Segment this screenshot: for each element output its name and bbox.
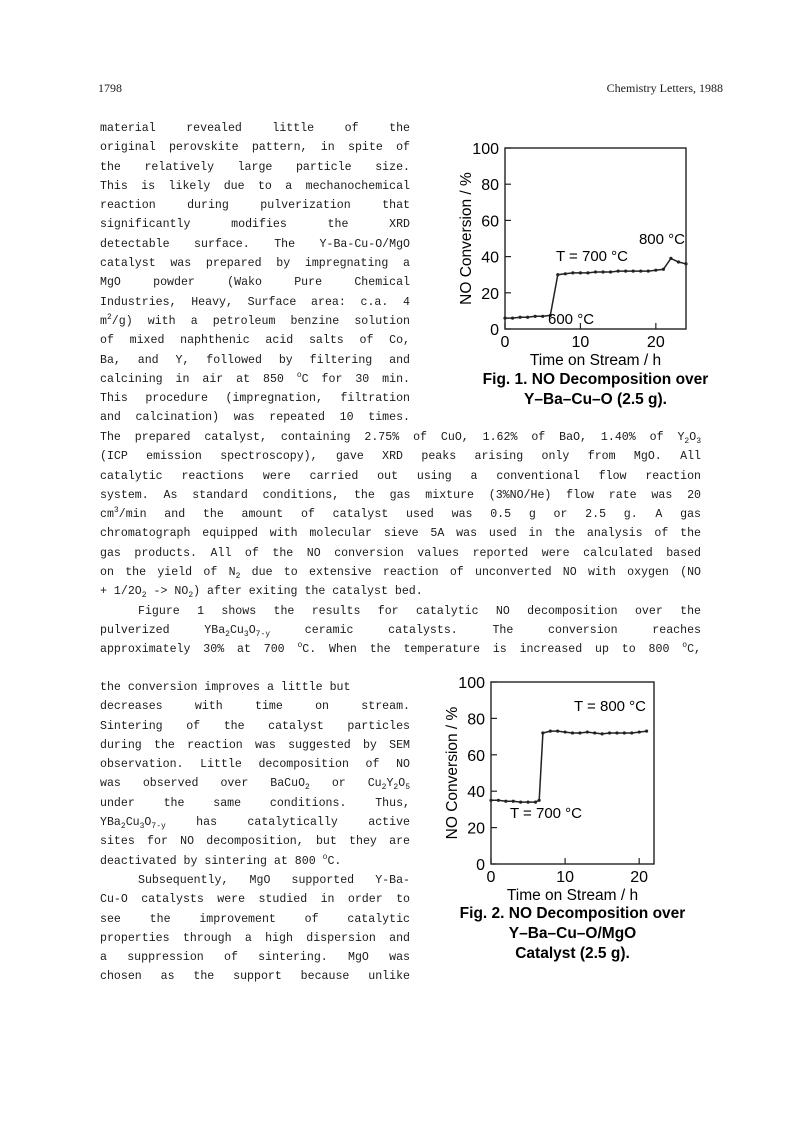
data-point — [571, 731, 574, 734]
data-point — [645, 730, 648, 733]
y-tick-label: 80 — [467, 711, 485, 729]
data-point — [608, 731, 611, 734]
y-tick-label: 20 — [481, 285, 499, 303]
column-text-top — [100, 119, 410, 428]
data-point — [563, 730, 566, 733]
annotation-label: T = 700 °C — [510, 805, 583, 822]
data-point — [556, 730, 559, 733]
figure-1-chart — [430, 130, 730, 420]
text-line: under the same conditions. Thus, — [100, 796, 410, 810]
text-line: the relatively large particle size. — [100, 160, 410, 174]
data-point — [609, 270, 612, 273]
text-line: Sintering of the catalyst particles — [100, 719, 410, 733]
text-line: gas products. All of the NO conversion values reported were calculated based — [100, 546, 701, 560]
text-line: Ba, and Y, followed by filtering and — [100, 353, 410, 367]
data-point — [669, 257, 672, 260]
data-point — [586, 730, 589, 733]
y-tick-label: 20 — [467, 820, 485, 838]
y-tick-label: 60 — [467, 747, 485, 765]
text-line: This is likely due to a mechanochemical — [100, 179, 410, 193]
data-point — [564, 272, 567, 275]
data-point — [571, 271, 574, 274]
data-point — [662, 268, 665, 271]
data-point — [654, 269, 657, 272]
x-tick-label: 10 — [556, 869, 574, 886]
x-tick-label: 0 — [486, 869, 496, 886]
figure-caption: Y–Ba–Cu–O (2.5 g). — [524, 391, 667, 408]
data-point — [556, 273, 559, 276]
text-line: calcining in air at 850 $^o$C for 30 min. — [100, 370, 410, 386]
data-point — [497, 799, 500, 802]
data-point — [541, 315, 544, 318]
text-line: during the reaction was suggested by SEM — [100, 738, 410, 752]
figure-2 — [430, 670, 730, 975]
figure-caption: Catalyst (2.5 g). — [515, 945, 630, 962]
data-point — [684, 262, 687, 265]
data-point — [615, 731, 618, 734]
series-line — [491, 731, 647, 802]
text-line: Cu-O catalysts were studied in order to — [100, 893, 410, 907]
text-line: significantly modifies the XRD — [100, 218, 410, 232]
y-tick-label: 100 — [458, 675, 485, 692]
x-tick-label: 20 — [630, 869, 649, 886]
data-point — [549, 730, 552, 733]
text-line: $m^2/g$) with a petroleum benzine solution — [100, 312, 410, 328]
text-line: reaction during pulverization that — [100, 199, 410, 213]
data-point — [586, 271, 589, 274]
data-point — [519, 801, 522, 804]
x-axis-label: Time on Stream / h — [529, 352, 662, 369]
y-tick-label: 0 — [490, 322, 499, 339]
data-point — [630, 731, 633, 734]
data-point — [638, 730, 641, 733]
text-line: of mixed naphthenic acid salts of Co, — [100, 334, 410, 348]
annotation-label: 800 °C — [638, 231, 685, 248]
text-line: $cm^3/\min$ and the amount of catalyst used was 0.5 g or 2.5 g. A gas — [100, 506, 701, 522]
figure-caption: Fig. 1. NO Decomposition over — [482, 371, 709, 388]
text-line: on the yield of $N_2$ due to extensive reaction of unconverted NO with oxygen (NO — [100, 566, 701, 582]
text-line: system. As standard conditions, the gas mixture (3%NO/He) flow rate was 20 — [100, 488, 701, 502]
text-line: approximately 30% at 700 $^o$C. When the temperature is increased up to 800 $^o$C, — [100, 641, 702, 657]
data-point — [624, 269, 627, 272]
text-line: chromatograph equipped with molecular sieve 5A was used in the analysis of the — [100, 527, 701, 541]
data-point — [526, 801, 529, 804]
text-line: chosen as the support because unlike — [100, 970, 410, 984]
text-line: see the improvement of catalytic — [100, 912, 410, 926]
text-line: detectable surface. The Y-Ba-Cu-O/MgO — [100, 237, 410, 251]
data-point — [578, 731, 581, 734]
annotation-label: 600 °C — [548, 311, 595, 328]
text-line: and calcination) was repeated 10 times. — [100, 411, 410, 425]
text-line: original perovskite pattern, in spite of — [100, 141, 410, 155]
text-line: (ICP emission spectroscopy), gave XRD peaks arising only from MgO. All — [100, 450, 701, 464]
text-line: MgO powder (Wako Pure Chemical — [100, 276, 410, 290]
data-point — [489, 799, 492, 802]
text-line: catalytic reactions were carried out using a conventional flow reaction — [100, 469, 701, 483]
column-text-bottom — [100, 678, 410, 987]
journal-title: Chemistry Letters, 1988 — [606, 81, 723, 95]
annotation-label: T = 700 °C — [556, 248, 629, 265]
text-line: This procedure (impregnation, filtration — [100, 392, 410, 406]
text-line: The prepared catalyst, containing 2.75% of CuO, 1.62% of BaO, 1.40% of $Y_2O_3$ — [100, 431, 701, 446]
text-line: the conversion improves a little but — [100, 681, 351, 694]
data-point — [504, 800, 507, 803]
data-point — [538, 799, 541, 802]
series-line — [505, 258, 686, 318]
y-tick-label: 60 — [481, 213, 499, 231]
data-point — [503, 317, 506, 320]
text-line: + $1/2O_2 -> NO_2$) after exiting the catalyst bed. — [100, 585, 423, 601]
data-point — [511, 317, 514, 320]
y-tick-label: 0 — [476, 857, 485, 874]
y-tick-label: 80 — [481, 177, 499, 195]
text-line: catalyst was prepared by impregnating a — [100, 257, 410, 271]
text-line: was observed over BaCuO$_2$ or $Cu_2Y_2O_5$ — [100, 777, 410, 793]
text-line: sites for NO decomposition, but they are — [100, 835, 410, 849]
text-line: Industries, Heavy, Surface area: c.a. 4 — [100, 295, 410, 309]
data-point — [639, 269, 642, 272]
y-axis-label: NO Conversion / % — [444, 706, 461, 840]
page-number: 1798 — [98, 81, 122, 95]
annotation-label: T = 800 °C — [573, 698, 646, 715]
data-point — [594, 270, 597, 273]
x-axis-label: Time on Stream / h — [506, 887, 639, 904]
data-point — [534, 801, 537, 804]
figure-caption: Fig. 2. NO Decomposition over — [459, 905, 686, 922]
x-tick-label: 10 — [571, 334, 590, 351]
text-line: properties through a high dispersion and — [100, 931, 410, 945]
text-line: $YBa_2Cu_3O_{7-y}$ has catalytically active — [100, 816, 410, 832]
data-point — [534, 315, 537, 318]
data-point — [601, 270, 604, 273]
full-width-text — [100, 428, 701, 660]
text-line: decreases with time on stream. — [100, 700, 410, 714]
data-point — [632, 269, 635, 272]
data-point — [579, 271, 582, 274]
data-point — [593, 731, 596, 734]
figure-1 — [430, 130, 730, 420]
data-point — [518, 316, 521, 319]
text-line: material revealed little of the — [100, 122, 410, 135]
data-point — [617, 269, 620, 272]
y-tick-label: 100 — [472, 141, 499, 158]
data-point — [623, 731, 626, 734]
y-tick-label: 40 — [481, 249, 499, 267]
data-point — [601, 732, 604, 735]
figure-caption: Y–Ba–Cu–O/MgO — [508, 925, 637, 942]
text-line: Subsequently, MgO supported Y-Ba- — [138, 873, 410, 887]
y-tick-label: 40 — [467, 784, 485, 802]
text-line: pulverized $YBa_2Cu_3O_{7-y}$ ceramic catalysts. The conversion reaches — [100, 623, 701, 639]
data-point — [526, 316, 529, 319]
x-tick-label: 0 — [500, 334, 510, 351]
data-point — [677, 260, 680, 263]
text-line: deactivated by sintering at 800 $^o$C. — [100, 852, 342, 868]
data-point — [541, 731, 544, 734]
data-point — [512, 800, 515, 803]
data-point — [647, 269, 650, 272]
y-axis-label: NO Conversion / % — [458, 172, 475, 305]
x-tick-label: 20 — [646, 334, 665, 351]
figure-2-chart — [430, 670, 730, 975]
text-line: Figure 1 shows the results for catalytic NO decomposition over the — [138, 604, 701, 618]
text-line: a suppression of sintering. MgO was — [100, 951, 410, 965]
text-line: observation. Little decomposition of NO — [100, 758, 410, 772]
